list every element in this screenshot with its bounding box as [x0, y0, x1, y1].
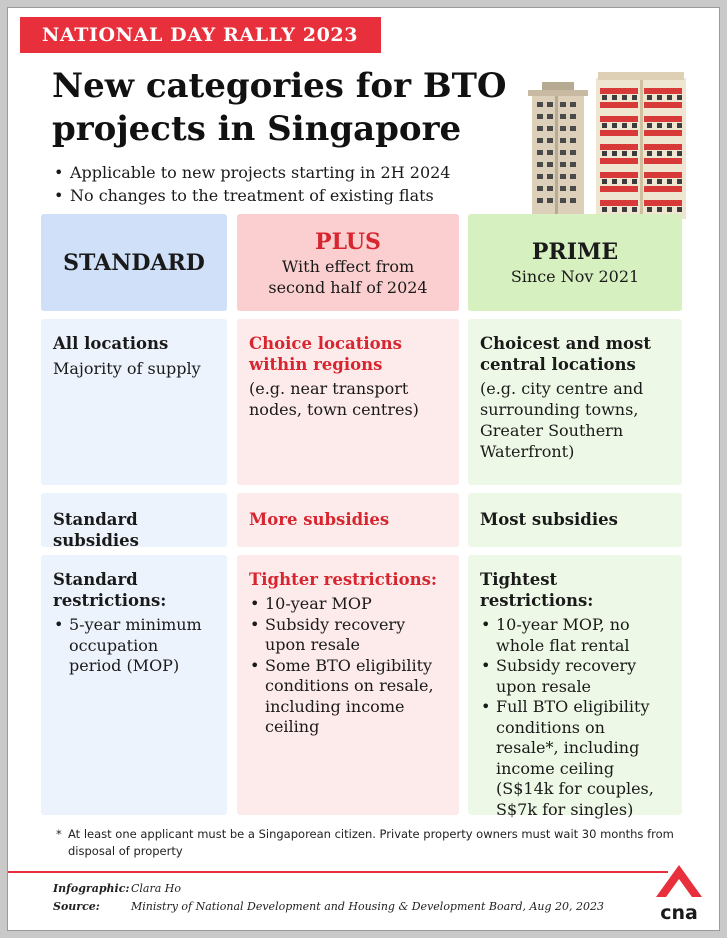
intro-bullet: • Applicable to new projects starting in 2H 2024 — [54, 163, 451, 182]
plus-restrictions-list — [249, 594, 447, 738]
list-item: • Subsidy recovery upon resale — [250, 614, 406, 654]
plus-header — [237, 214, 459, 311]
prime-subsidies: Most subsidies — [480, 510, 618, 529]
plus-name: PLUS — [315, 228, 381, 255]
list-item: • Full BTO eligibility conditions on resale*, including income ceiling (S$14k for couples, S$7k for singles) — [481, 697, 654, 819]
title-line-2: projects in Singapore — [52, 109, 462, 149]
plus-effect-line-1: With effect from — [281, 256, 415, 276]
list-item: • 5-year minimum occupation period (MOP) — [54, 615, 202, 675]
standard-header — [41, 214, 227, 311]
standard-restrictions-title: Standard restrictions: — [53, 570, 167, 610]
footnote: * At least one applicant must be a Singaporean citizen. Private property owners must wait 30 months from disposal of property — [56, 826, 676, 860]
standard-subsidies: Standard subsidies — [53, 510, 139, 550]
prime-subsidies-card — [468, 493, 682, 547]
divider — [8, 871, 668, 873]
prime-restrictions-list — [480, 615, 670, 820]
infographic-label: Infographic: — [53, 882, 130, 895]
standard-location-card — [41, 319, 227, 485]
standard-subsidies-card — [41, 493, 227, 550]
infographic-value: Clara Ho — [131, 882, 182, 895]
plus-location-title: Choice locations within regions — [249, 334, 402, 374]
prime-location-title: Choicest and most central locations — [480, 334, 651, 374]
source-value: Ministry of National Development and Housing & Development Board, Aug 20, 2023 — [131, 900, 605, 913]
infographic — [7, 7, 720, 931]
list-item: • Some BTO eligibility conditions on resale, including income ceiling — [250, 655, 434, 736]
list-item: • 10-year MOP, no whole flat rental — [481, 615, 630, 655]
standard-restrictions-list — [53, 615, 215, 677]
plus-location-card — [237, 319, 459, 485]
prime-since: Since Nov 2021 — [510, 267, 640, 286]
standard-restrictions-card — [41, 555, 227, 815]
cna-logo-icon — [650, 863, 708, 925]
prime-restrictions-card — [468, 555, 682, 819]
plus-location-text: (e.g. near transport nodes, town centres) — [249, 379, 419, 419]
plus-effect-line-2: second half of 2024 — [268, 277, 428, 297]
list-item: • Subsidy recovery upon resale — [481, 656, 637, 696]
title-line-1: New categories for BTO — [52, 66, 507, 106]
hdb-buildings-illustration-icon — [512, 66, 687, 219]
page-title — [52, 65, 512, 151]
svg-text:cna: cna — [660, 902, 698, 924]
prime-location-text: (e.g. city centre and surrounding towns, Greater Southern Waterfront) — [480, 379, 644, 461]
source-label: Source: — [53, 900, 100, 913]
standard-name: STANDARD — [63, 249, 205, 276]
intro-bullet: • No changes to the treatment of existing flats — [54, 186, 434, 205]
prime-location-card — [468, 319, 682, 485]
prime-name: PRIME — [531, 239, 619, 265]
plus-restrictions-card — [237, 555, 459, 815]
list-item: • 10-year MOP — [250, 594, 372, 613]
prime-header — [468, 214, 682, 311]
banner-text: NATIONAL DAY RALLY 2023 — [42, 24, 359, 46]
footnote-text: At least one applicant must be a Singaporean citizen. Private property owners must wait 30 months from disposal of property — [68, 827, 674, 858]
plus-subsidies-card — [237, 493, 459, 547]
plus-subsidies: More subsidies — [249, 510, 390, 529]
plus-restrictions-title: Tighter restrictions: — [249, 570, 438, 589]
intro-bullets — [54, 161, 514, 207]
standard-location-text: Majority of supply — [53, 359, 201, 378]
standard-location-title: All locations — [53, 334, 169, 353]
prime-restrictions-title: Tightest restrictions: — [480, 570, 594, 610]
